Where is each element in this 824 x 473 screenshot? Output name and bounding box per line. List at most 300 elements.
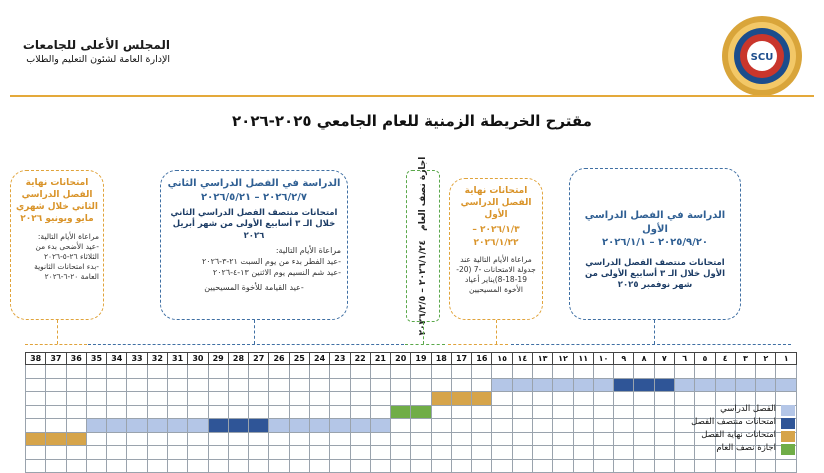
timeline-cell <box>533 459 553 473</box>
timeline-cell <box>593 378 613 392</box>
legend-label: امتحانات نهاية الفصل <box>701 430 776 440</box>
week-number: 22 <box>350 353 370 365</box>
week-number: 33 <box>127 353 147 365</box>
timeline-cell <box>614 459 634 473</box>
timeline-cell <box>309 378 329 392</box>
week-number: 16 <box>472 353 492 365</box>
timeline-cell <box>46 405 66 419</box>
timeline-cell <box>249 446 269 460</box>
connector <box>254 320 255 344</box>
timeline-cell <box>330 405 350 419</box>
week-number: 18 <box>431 353 451 365</box>
week-number: ١٣ <box>533 353 553 365</box>
timeline-cell <box>107 392 127 406</box>
timeline-cell <box>593 419 613 433</box>
timeline-cell <box>370 378 390 392</box>
timeline-cell <box>289 365 309 379</box>
timeline-cell <box>167 378 187 392</box>
timeline-cell <box>411 432 431 446</box>
timeline-cell <box>147 446 167 460</box>
timeline-cell <box>634 378 654 392</box>
timeline-cell <box>391 392 411 406</box>
timeline-cell <box>66 459 86 473</box>
timeline-cell <box>391 365 411 379</box>
timeline-cell <box>512 446 532 460</box>
week-number: 24 <box>309 353 329 365</box>
timeline-cell <box>350 392 370 406</box>
timeline-cell <box>188 446 208 460</box>
timeline-cell <box>86 392 106 406</box>
timeline-cell <box>26 419 46 433</box>
week-number: ٨ <box>634 353 654 365</box>
timeline-cell <box>654 365 674 379</box>
second-semester-item1: -عيد الفطر بدء من يوم السبت ٢١-٣-٢٠٢٦ <box>201 257 341 267</box>
timeline-cell <box>228 446 248 460</box>
timeline-cell <box>411 459 431 473</box>
timeline-row <box>26 365 797 379</box>
timeline-cell <box>66 446 86 460</box>
second-semester-note: امتحانات منتصف الفصل الدراسي الثاني خلال الـ ٣ أسابيع الأولى من شهر أبريل ٢٠٢٦ <box>170 208 338 241</box>
timeline-row <box>26 405 797 419</box>
connector <box>57 320 58 344</box>
legend-swatch <box>781 444 795 455</box>
timeline-cell <box>695 459 715 473</box>
timeline-cell <box>26 432 46 446</box>
timeline-cell <box>451 365 471 379</box>
timeline-cell <box>370 419 390 433</box>
timeline-cell <box>431 432 451 446</box>
first-finals-title: امتحانات نهاية الفصل الدراسي الأول <box>460 186 532 221</box>
timeline-cell <box>512 459 532 473</box>
timeline-cell <box>249 432 269 446</box>
timeline-cell <box>330 392 350 406</box>
timeline-cell <box>411 365 431 379</box>
timeline-cell <box>147 378 167 392</box>
timeline-cell <box>472 365 492 379</box>
timeline-cell <box>188 365 208 379</box>
timeline-cell <box>330 446 350 460</box>
week-number: ٦ <box>675 353 695 365</box>
timeline-row <box>26 432 797 446</box>
week-number: ١٢ <box>553 353 573 365</box>
timeline-cell <box>492 446 512 460</box>
timeline-cell <box>370 446 390 460</box>
second-semester-item3: -عيد القيامة للأخوة المسيحيين <box>204 282 304 292</box>
timeline-cell <box>46 459 66 473</box>
timeline-cell <box>309 459 329 473</box>
timeline-cell <box>776 378 797 392</box>
timeline-cell <box>533 378 553 392</box>
timeline-cell <box>208 405 228 419</box>
timeline-cell <box>167 419 187 433</box>
timeline-cell <box>512 378 532 392</box>
timeline-cell <box>107 419 127 433</box>
second-finals-box <box>10 170 104 320</box>
week-number: ٢ <box>756 353 776 365</box>
timeline-cell <box>735 378 755 392</box>
connector <box>654 320 655 344</box>
week-number: 26 <box>269 353 289 365</box>
mid-break-title: اجازة نصف العام <box>417 156 428 231</box>
timeline-cell <box>472 459 492 473</box>
timeline-cell <box>309 365 329 379</box>
timeline-cell <box>492 432 512 446</box>
legend-label: الفصل الدراسي <box>720 404 776 414</box>
timeline-cell <box>451 446 471 460</box>
timeline-cell <box>86 365 106 379</box>
week-number: 37 <box>46 353 66 365</box>
week-number: 34 <box>107 353 127 365</box>
timeline-cell <box>533 392 553 406</box>
timeline-cell <box>634 419 654 433</box>
timeline-cell <box>167 432 187 446</box>
timeline-cell <box>66 392 86 406</box>
timeline-cell <box>350 432 370 446</box>
timeline-cell <box>431 419 451 433</box>
timeline-cell <box>107 378 127 392</box>
timeline-cell <box>66 378 86 392</box>
timeline-cell <box>26 378 46 392</box>
timeline-cell <box>675 459 695 473</box>
timeline-cell <box>492 378 512 392</box>
week-number: ١٠ <box>593 353 613 365</box>
connector <box>405 344 445 345</box>
second-semester-title: الدراسة في الفصل الدراسي الثاني <box>167 178 341 189</box>
week-number: ١٤ <box>512 353 532 365</box>
second-semester-dates: ٢٠٢٦/٢/٧ – ٢٠٢٦/٥/٢١ <box>201 191 307 203</box>
timeline-cell <box>350 405 370 419</box>
timeline-grid <box>25 352 797 473</box>
timeline-cell <box>208 432 228 446</box>
timeline-cell <box>370 392 390 406</box>
timeline-cell <box>228 459 248 473</box>
timeline-cell <box>147 365 167 379</box>
timeline-cell <box>370 365 390 379</box>
week-number: ١ <box>776 353 797 365</box>
week-number: ٤ <box>715 353 735 365</box>
timeline-cell <box>472 419 492 433</box>
timeline-cell <box>26 459 46 473</box>
week-number: 30 <box>188 353 208 365</box>
timeline-cell <box>391 378 411 392</box>
timeline-cell <box>208 392 228 406</box>
timeline-cell <box>675 446 695 460</box>
first-semester-box <box>569 168 741 320</box>
timeline-cell <box>391 459 411 473</box>
timeline-cell <box>512 419 532 433</box>
timeline-cell <box>188 459 208 473</box>
timeline-cell <box>512 365 532 379</box>
timeline-cell <box>654 378 674 392</box>
timeline-cell <box>289 378 309 392</box>
timeline-cell <box>350 365 370 379</box>
timeline-cell <box>431 405 451 419</box>
timeline-cell <box>654 392 674 406</box>
timeline-cell <box>208 446 228 460</box>
timeline-cell <box>127 459 147 473</box>
timeline-cell <box>431 365 451 379</box>
timeline-cell <box>614 419 634 433</box>
timeline-cell <box>654 432 674 446</box>
week-number: ١١ <box>573 353 593 365</box>
timeline-cell <box>188 432 208 446</box>
timeline-cell <box>695 378 715 392</box>
timeline-cell <box>614 392 634 406</box>
timeline-cell <box>370 405 390 419</box>
timeline-cell <box>86 405 106 419</box>
timeline-cell <box>533 419 553 433</box>
mid-break-box <box>406 156 440 336</box>
timeline-cell <box>614 365 634 379</box>
second-semester-box <box>160 170 348 320</box>
timeline-cell <box>411 405 431 419</box>
timeline-cell <box>46 446 66 460</box>
timeline-cell <box>735 392 755 406</box>
timeline-cell <box>553 392 573 406</box>
timeline-cell <box>228 405 248 419</box>
timeline-cell <box>675 432 695 446</box>
week-number: ٥ <box>695 353 715 365</box>
timeline-cell <box>127 446 147 460</box>
second-semester-item2: -عيد شم النسيم يوم الاثنين ١٣-٤-٢٠٢٦ <box>212 268 341 277</box>
timeline-cell <box>309 392 329 406</box>
timeline-cell <box>228 432 248 446</box>
timeline-cell <box>107 405 127 419</box>
timeline-cell <box>695 446 715 460</box>
timeline-cell <box>370 459 390 473</box>
timeline-cell <box>472 405 492 419</box>
timeline-cell <box>391 446 411 460</box>
timeline-cell <box>492 419 512 433</box>
connector <box>448 344 508 345</box>
timeline-cell <box>86 459 106 473</box>
legend-swatch <box>781 418 795 429</box>
timeline-cell <box>573 378 593 392</box>
timeline-cell <box>107 432 127 446</box>
timeline-cell <box>451 405 471 419</box>
timeline-cell <box>330 365 350 379</box>
second-finals-title: امتحانات نهاية الفصل الدراسي الثاني خلال شهري مايو ويونيو ٢٠٢٦ <box>15 178 99 225</box>
timeline-cell <box>411 419 431 433</box>
timeline-cell <box>451 432 471 446</box>
legend-label: امتحانات منتصف الفصل <box>691 417 776 427</box>
timeline-cell <box>654 405 674 419</box>
week-number: ٣ <box>735 353 755 365</box>
timeline-cell <box>289 432 309 446</box>
timeline-cell <box>228 365 248 379</box>
timeline-cell <box>553 432 573 446</box>
timeline-cell <box>553 405 573 419</box>
timeline-cell <box>675 378 695 392</box>
timeline-cell <box>391 405 411 419</box>
timeline-cell <box>46 365 66 379</box>
timeline-cell <box>411 392 431 406</box>
week-number: 17 <box>451 353 471 365</box>
timeline-cell <box>533 365 553 379</box>
timeline-cell <box>330 419 350 433</box>
timeline-cell <box>776 459 797 473</box>
week-number: 35 <box>86 353 106 365</box>
timeline-cell <box>654 446 674 460</box>
timeline-cell <box>350 419 370 433</box>
timeline-cell <box>107 365 127 379</box>
timeline-cell <box>715 392 735 406</box>
timeline-cell <box>391 419 411 433</box>
timeline-cell <box>309 405 329 419</box>
second-finals-item2: -بدء امتحانات الثانوية العامة ٢٠-٦-٢٠٢٦ <box>34 261 99 282</box>
week-number: 32 <box>147 353 167 365</box>
timeline-cell <box>66 419 86 433</box>
timeline-cell <box>269 365 289 379</box>
timeline-cell <box>593 405 613 419</box>
connector <box>25 344 87 345</box>
timeline-cell <box>776 365 797 379</box>
timeline-cell <box>553 365 573 379</box>
timeline-cell <box>127 419 147 433</box>
timeline-cell <box>512 432 532 446</box>
timeline-cell <box>593 432 613 446</box>
week-number: ٧ <box>654 353 674 365</box>
timeline-cell <box>249 365 269 379</box>
timeline-cell <box>634 432 654 446</box>
timeline-cell <box>269 446 289 460</box>
timeline-cell <box>391 432 411 446</box>
timeline-cell <box>309 432 329 446</box>
timeline-cell <box>350 378 370 392</box>
timeline-cell <box>634 459 654 473</box>
timeline-cell <box>614 405 634 419</box>
timeline-cell <box>593 392 613 406</box>
timeline-cell <box>411 378 431 392</box>
timeline-cell <box>634 392 654 406</box>
timeline-cell <box>107 459 127 473</box>
timeline-cell <box>188 392 208 406</box>
first-semester-note: امتحانات منتصف الفصل الدراسي الأول خلال الـ ٣ أسابيع الأولى من شهر نوفمبر ٢٠٢٥ <box>585 257 725 291</box>
timeline-cell <box>86 419 106 433</box>
timeline-cell <box>472 446 492 460</box>
timeline-cell <box>573 392 593 406</box>
timeline-cell <box>26 405 46 419</box>
timeline-cell <box>46 432 66 446</box>
timeline-cell <box>553 446 573 460</box>
timeline-cell <box>269 378 289 392</box>
timeline-cell <box>431 378 451 392</box>
timeline-cell <box>289 446 309 460</box>
timeline-cell <box>26 392 46 406</box>
week-number: 36 <box>66 353 86 365</box>
second-finals-item1: -عيد الأضحى بدء من الثلاثاء ٢٦-٥-٢٠٢٦ <box>35 241 99 261</box>
timeline-cell <box>472 432 492 446</box>
timeline-cell <box>249 419 269 433</box>
timeline-cell <box>208 378 228 392</box>
header-divider <box>10 95 814 97</box>
timeline-cell <box>269 405 289 419</box>
timeline-cell <box>167 446 187 460</box>
first-finals-box <box>449 178 543 320</box>
timeline-cell <box>66 432 86 446</box>
timeline-cell <box>431 459 451 473</box>
timeline-row <box>26 419 797 433</box>
timeline-cell <box>147 392 167 406</box>
week-number: 31 <box>167 353 187 365</box>
timeline-cell <box>66 365 86 379</box>
timeline-cell <box>695 365 715 379</box>
timeline-cell <box>492 365 512 379</box>
timeline-cell <box>46 392 66 406</box>
timeline-cell <box>66 405 86 419</box>
timeline-cell <box>573 432 593 446</box>
timeline-cell <box>127 432 147 446</box>
timeline-cell <box>735 459 755 473</box>
week-number: 19 <box>411 353 431 365</box>
timeline-cell <box>370 432 390 446</box>
timeline-cell <box>249 378 269 392</box>
timeline-cell <box>208 365 228 379</box>
first-semester-title: الدراسة في الفصل الدراسي الأول <box>584 210 726 235</box>
timeline-cell <box>593 459 613 473</box>
timeline-cell <box>756 365 776 379</box>
timeline-cell <box>167 392 187 406</box>
timeline-cell <box>573 365 593 379</box>
timeline-cell <box>573 459 593 473</box>
timeline-cell <box>634 405 654 419</box>
timeline-cell <box>249 459 269 473</box>
connector <box>496 320 497 344</box>
first-finals-note: مراعاة الأيام التالية عند جدولة الامتحانات -7 (20-19-18-8)يناير أعياد الأخوة المسيحيين <box>456 254 536 295</box>
timeline-cell <box>654 419 674 433</box>
timeline-cell <box>188 378 208 392</box>
timeline-cell <box>573 405 593 419</box>
first-finals-dates: ٢٠٢٦/١/٣ – ٢٠٢٦/١/٢٢ <box>472 225 520 248</box>
timeline-cell <box>756 459 776 473</box>
timeline-cell <box>147 405 167 419</box>
timeline-cell <box>715 378 735 392</box>
timeline-cell <box>715 459 735 473</box>
timeline-cell <box>593 446 613 460</box>
timeline-cell <box>86 446 106 460</box>
legend-label: اجازة نصف العام <box>716 443 776 453</box>
week-number: 21 <box>370 353 390 365</box>
timeline-cell <box>492 459 512 473</box>
timeline-cell <box>695 392 715 406</box>
timeline-cell <box>269 419 289 433</box>
timeline-cell <box>289 392 309 406</box>
timeline-cell <box>472 378 492 392</box>
timeline-cell <box>167 405 187 419</box>
timeline-cell <box>289 419 309 433</box>
timeline-cell <box>249 392 269 406</box>
timeline-cell <box>735 365 755 379</box>
timeline-row <box>26 392 797 406</box>
timeline-cell <box>269 392 289 406</box>
timeline-cell <box>188 419 208 433</box>
timeline-cell <box>330 378 350 392</box>
timeline-cell <box>715 365 735 379</box>
connector <box>423 322 424 344</box>
second-semester-consider: مراعاة الأيام التالية: <box>275 246 341 256</box>
org-title: المجلس الأعلى للجامعات <box>22 38 170 52</box>
week-number: 25 <box>289 353 309 365</box>
timeline-cell <box>46 378 66 392</box>
timeline-cell <box>573 419 593 433</box>
timeline-cell <box>26 365 46 379</box>
timeline-cell <box>188 405 208 419</box>
timeline-cell <box>533 405 553 419</box>
timeline-cell <box>451 392 471 406</box>
timeline-cell <box>553 378 573 392</box>
week-number: 20 <box>391 353 411 365</box>
connector <box>511 344 791 345</box>
